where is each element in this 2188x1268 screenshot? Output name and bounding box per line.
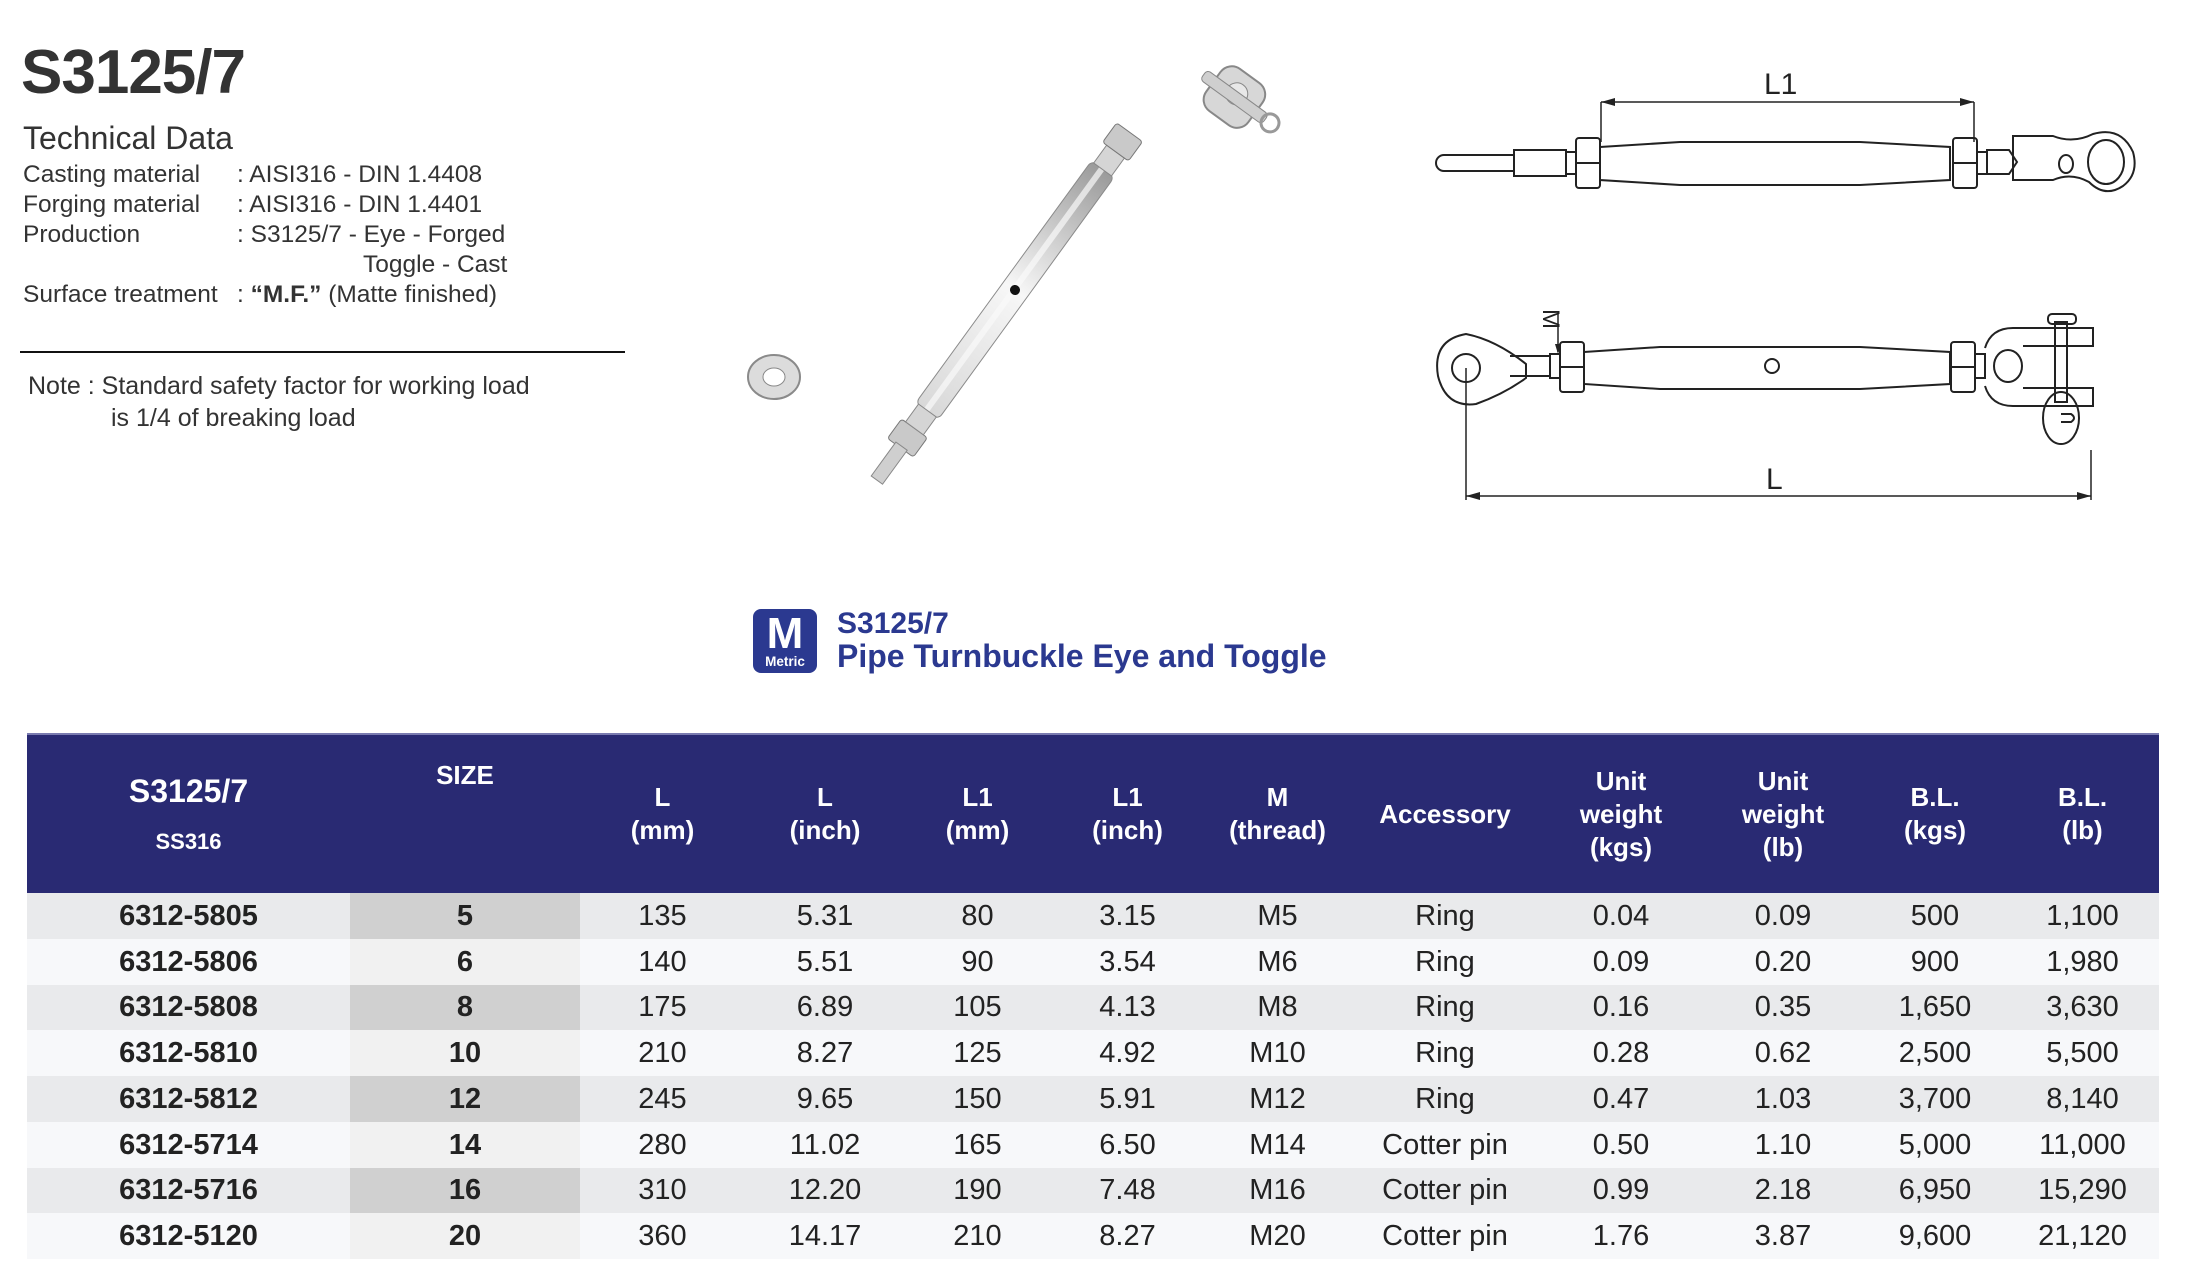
col-header-unit: (lb) (2062, 815, 2103, 845)
col-header-text: L (654, 782, 671, 812)
cell-l-mm: 245 (580, 1076, 745, 1122)
col-header-bl-lb (2006, 734, 2159, 893)
spec-value: : AISI316 - DIN 1.4408 (237, 161, 483, 188)
table-row (27, 1030, 2159, 1076)
cell-size: 6 (350, 939, 580, 985)
col-header-text: L1 (962, 782, 993, 812)
table-row (27, 1076, 2159, 1122)
col-header-bl-kgs (1864, 734, 2006, 893)
spec-label: Forging material (23, 191, 201, 218)
dimension-label-m: M (1537, 309, 1564, 329)
cell-size: 8 (350, 985, 580, 1031)
col-header-text: weight (1579, 798, 1663, 829)
col-header-text: SIZE (436, 760, 494, 790)
note-line-2: is 1/4 of breaking load (111, 404, 356, 432)
spec-value-suffix: (Matte finished) (321, 281, 498, 308)
metric-badge (753, 609, 817, 673)
spec-table (27, 733, 2159, 1259)
col-header-size (350, 734, 580, 893)
note-line-1: Note : Standard safety factor for working load (28, 372, 530, 400)
col-header-text: Unit (1595, 765, 1647, 796)
cell-part-number: 6312-5812 (27, 1076, 350, 1122)
col-header-model (27, 734, 350, 893)
col-header-unit-weight-kgs (1540, 734, 1702, 893)
cell-unit-weight-kgs: 0.09 (1540, 939, 1702, 985)
spec-label: Casting material (23, 161, 201, 188)
cell-bl-lb: 11,000 (2006, 1122, 2159, 1168)
spec-value: : AISI316 - DIN 1.4401 (237, 191, 483, 218)
cell-size: 16 (350, 1168, 580, 1214)
cell-part-number: 6312-5808 (27, 985, 350, 1031)
col-header-unit: (lb) (1762, 831, 1804, 862)
col-header-text: Unit (1757, 765, 1809, 796)
cell-l1-mm: 105 (905, 985, 1050, 1031)
table-row (27, 893, 2159, 939)
cell-part-number: 6312-5716 (27, 1168, 350, 1214)
cell-unit-weight-kgs: 0.47 (1540, 1076, 1702, 1122)
metric-badge-text: Metric (765, 654, 805, 669)
cell-bl-kgs: 9,600 (1864, 1213, 2006, 1259)
cell-m-thread: M8 (1205, 985, 1350, 1031)
cell-size: 12 (350, 1076, 580, 1122)
cell-bl-kgs: 2,500 (1864, 1030, 2006, 1076)
col-header-model-main: S3125/7 (128, 772, 249, 809)
cell-unit-weight-lb: 0.09 (1702, 893, 1864, 939)
cell-l1-mm: 125 (905, 1030, 1050, 1076)
col-header-model-sub: SS316 (155, 828, 222, 854)
cell-l-inch: 11.02 (745, 1122, 905, 1168)
cell-bl-kgs: 3,700 (1864, 1076, 2006, 1122)
col-header-unit: (inch) (789, 815, 861, 845)
table-row (27, 1168, 2159, 1214)
cell-m-thread: M10 (1205, 1030, 1350, 1076)
col-header-text: L1 (1112, 782, 1143, 812)
cell-l1-mm: 190 (905, 1168, 1050, 1214)
dimension-label-l1: L1 (1764, 68, 1798, 101)
spec-label: Production (23, 221, 141, 248)
col-header-unit: (kgs) (1903, 815, 1967, 845)
cell-l-mm: 280 (580, 1122, 745, 1168)
product-code: S3125/7 (837, 607, 949, 640)
cell-l1-inch: 3.15 (1050, 893, 1205, 939)
cell-l-mm: 140 (580, 939, 745, 985)
table-row (27, 985, 2159, 1031)
cell-bl-lb: 5,500 (2006, 1030, 2159, 1076)
cell-unit-weight-lb: 1.03 (1702, 1076, 1864, 1122)
cell-unit-weight-kgs: 1.76 (1540, 1213, 1702, 1259)
cell-m-thread: M14 (1205, 1122, 1350, 1168)
spec-value-bold: “M.F.” (250, 281, 322, 308)
cell-part-number: 6312-5805 (27, 893, 350, 939)
cell-l1-inch: 7.48 (1050, 1168, 1205, 1214)
cell-unit-weight-lb: 0.35 (1702, 985, 1864, 1031)
cell-m-thread: M6 (1205, 939, 1350, 985)
cell-unit-weight-lb: 1.10 (1702, 1122, 1864, 1168)
cell-accessory: Ring (1350, 939, 1540, 985)
cell-l1-inch: 4.92 (1050, 1030, 1205, 1076)
technical-data-heading: Technical Data (23, 120, 233, 156)
spec-value: : S3125/7 - Eye - Forged (237, 221, 506, 248)
cell-accessory: Ring (1350, 985, 1540, 1031)
cell-l-inch: 12.20 (745, 1168, 905, 1214)
cell-m-thread: M16 (1205, 1168, 1350, 1214)
cell-part-number: 6312-5806 (27, 939, 350, 985)
cell-bl-lb: 1,980 (2006, 939, 2159, 985)
cell-size: 20 (350, 1213, 580, 1259)
spec-surface-treatment (23, 280, 498, 310)
col-header-l-inch (745, 734, 905, 893)
cell-size: 5 (350, 893, 580, 939)
cell-unit-weight-lb: 2.18 (1702, 1168, 1864, 1214)
cell-part-number: 6312-5714 (27, 1122, 350, 1168)
table-row (27, 1122, 2159, 1168)
cell-l-inch: 6.89 (745, 985, 905, 1031)
spec-value: Toggle - Cast (363, 251, 508, 278)
cell-m-thread: M20 (1205, 1213, 1350, 1259)
cell-unit-weight-kgs: 0.50 (1540, 1122, 1702, 1168)
cell-accessory: Ring (1350, 1076, 1540, 1122)
cell-bl-lb: 1,100 (2006, 893, 2159, 939)
dimension-label-l: L (1766, 463, 1783, 496)
cell-accessory: Ring (1350, 1030, 1540, 1076)
spec-label: Surface treatment (23, 281, 218, 308)
cell-unit-weight-kgs: 0.28 (1540, 1030, 1702, 1076)
table-row (27, 939, 2159, 985)
cell-l1-mm: 165 (905, 1122, 1050, 1168)
spec-casting-material (23, 160, 483, 190)
cell-bl-kgs: 900 (1864, 939, 2006, 985)
cell-l-inch: 5.51 (745, 939, 905, 985)
spec-forging-material (23, 190, 483, 220)
cell-unit-weight-kgs: 0.99 (1540, 1168, 1702, 1214)
col-header-text: weight (1741, 798, 1825, 829)
cell-unit-weight-kgs: 0.04 (1540, 893, 1702, 939)
spec-value (237, 280, 497, 310)
cell-l-inch: 8.27 (745, 1030, 905, 1076)
cell-unit-weight-lb: 0.20 (1702, 939, 1864, 985)
page-title: S3125/7 (21, 38, 245, 107)
col-header-text: Accessory (1379, 798, 1511, 829)
table-row (27, 1213, 2159, 1259)
cell-accessory: Cotter pin (1350, 1213, 1540, 1259)
col-header-l1-mm (905, 734, 1050, 893)
col-header-text: B.L. (1910, 782, 1960, 812)
cell-l1-inch: 6.50 (1050, 1122, 1205, 1168)
cell-part-number: 6312-5120 (27, 1213, 350, 1259)
cell-l-inch: 14.17 (745, 1213, 905, 1259)
cell-part-number: 6312-5810 (27, 1030, 350, 1076)
cell-m-thread: M5 (1205, 893, 1350, 939)
cell-unit-weight-kgs: 0.16 (1540, 985, 1702, 1031)
col-header-unit: (kgs) (1589, 831, 1653, 862)
col-header-l-mm (580, 734, 745, 893)
col-header-text: M (1266, 782, 1289, 812)
cell-size: 10 (350, 1030, 580, 1076)
cell-bl-lb: 3,630 (2006, 985, 2159, 1031)
cell-l1-inch: 3.54 (1050, 939, 1205, 985)
cell-accessory: Cotter pin (1350, 1122, 1540, 1168)
cell-accessory: Cotter pin (1350, 1168, 1540, 1214)
cell-l1-mm: 210 (905, 1213, 1050, 1259)
col-header-unit-weight-lb (1702, 734, 1864, 893)
col-header-text: L (817, 782, 833, 812)
cell-bl-kgs: 500 (1864, 893, 2006, 939)
cell-bl-kgs: 1,650 (1864, 985, 2006, 1031)
cell-l1-inch: 5.91 (1050, 1076, 1205, 1122)
col-header-l1-inch (1050, 734, 1205, 893)
col-header-m-thread (1205, 734, 1350, 893)
dimension-diagram-bottom (1430, 300, 2150, 520)
table-body (27, 893, 2159, 1259)
cell-bl-kgs: 5,000 (1864, 1122, 2006, 1168)
cell-size: 14 (350, 1122, 580, 1168)
cell-bl-lb: 21,120 (2006, 1213, 2159, 1259)
cell-l-mm: 360 (580, 1213, 745, 1259)
cell-accessory: Ring (1350, 893, 1540, 939)
spec-value-prefix: : (237, 281, 251, 308)
cell-l-mm: 135 (580, 893, 745, 939)
col-header-unit: (mm) (945, 815, 1010, 845)
cell-l-inch: 5.31 (745, 893, 905, 939)
table-header-row (27, 734, 2159, 893)
divider (20, 351, 625, 353)
col-header-unit: (thread) (1229, 815, 1326, 845)
cell-l-mm: 175 (580, 985, 745, 1031)
cell-l1-mm: 150 (905, 1076, 1050, 1122)
col-header-text: B.L. (2057, 782, 2108, 812)
cell-l1-mm: 80 (905, 893, 1050, 939)
col-header-unit: (mm) (630, 815, 695, 845)
cell-l1-inch: 4.13 (1050, 985, 1205, 1031)
turnbuckle-product-image (730, 55, 1300, 525)
cell-bl-lb: 8,140 (2006, 1076, 2159, 1122)
cell-bl-lb: 15,290 (2006, 1168, 2159, 1214)
cell-l1-inch: 8.27 (1050, 1213, 1205, 1259)
cell-l-mm: 210 (580, 1030, 745, 1076)
cell-bl-kgs: 6,950 (1864, 1168, 2006, 1214)
cell-unit-weight-lb: 0.62 (1702, 1030, 1864, 1076)
cell-m-thread: M12 (1205, 1076, 1350, 1122)
product-name: Pipe Turnbuckle Eye and Toggle (837, 638, 1327, 674)
cell-l1-mm: 90 (905, 939, 1050, 985)
metric-icon: M (766, 609, 804, 658)
col-header-unit: (inch) (1092, 815, 1163, 845)
cell-l-mm: 310 (580, 1168, 745, 1214)
cell-l-inch: 9.65 (745, 1076, 905, 1122)
spec-production (23, 220, 506, 250)
col-header-accessory (1350, 734, 1540, 893)
cell-unit-weight-lb: 3.87 (1702, 1213, 1864, 1259)
